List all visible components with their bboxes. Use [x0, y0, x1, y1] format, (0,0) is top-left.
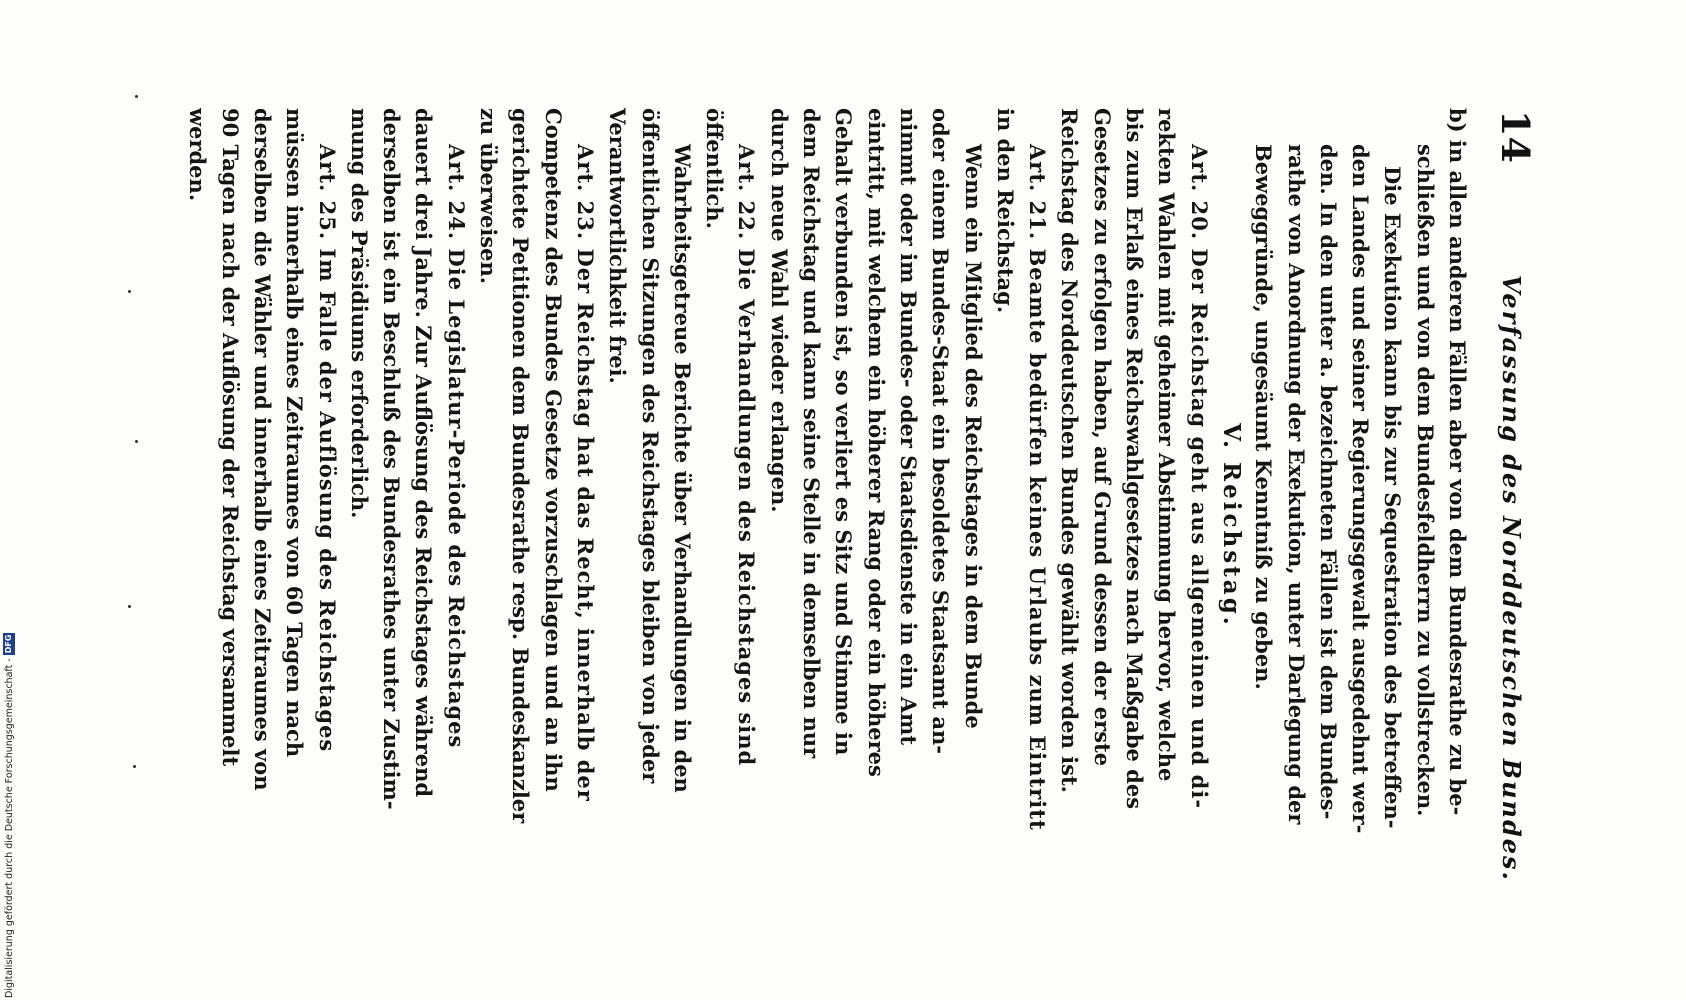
text-line: Verantwortlichkeit frei.: [605, 108, 631, 384]
scan-speck: [133, 765, 136, 768]
text-line: Art. 22. Die Verhandlungen des Reichstages sind: [734, 144, 760, 767]
text-line: derselben ist ein Beschluß des Bundesrathes unter Zustim-: [379, 108, 405, 810]
text-line: bis zum Erlaß eines Reichswahlgesetzes nach Maßgabe des: [1122, 108, 1148, 810]
text-line: müssen innerhalb eines Zeitraumes von 60 Tagen nach: [282, 108, 308, 758]
scan-speck: [135, 95, 138, 98]
text-line: dem Reichstag und kann seine Stelle in demselben nur: [799, 108, 825, 759]
text-line: Reichstag des Norddeutschen Bundes gewählt worden ist.: [1057, 108, 1083, 793]
text-line: nimmt oder im Bundes- oder Staatsdienste in ein Amt: [895, 108, 921, 746]
text-line: öffentlich.: [702, 108, 728, 229]
text-line: Competenz des Bundes Gesetze vorzuschlagen und an ihn: [540, 108, 566, 792]
section-heading: V. Reichstag.: [1217, 423, 1245, 628]
text-line: den Landes und seiner Regierungsgewalt ausgedehnt wer-: [1348, 144, 1374, 834]
book-page: [43, 0, 1643, 1000]
dfg-logo: DFG: [4, 634, 13, 654]
digitization-footer: [2, 558, 16, 998]
text-line: Beweggründe, ungesäumt Kenntniß zu geben.: [1251, 144, 1277, 690]
text-line: 90 Tagen nach der Auflösung der Reichstag versammelt: [217, 108, 243, 767]
text-line: Wenn ein Mitglied des Reichstages in dem Bunde: [960, 144, 986, 729]
page-number: 14: [1493, 110, 1538, 163]
body-text: [181, 108, 1473, 943]
text-line: Art. 24. Die Legislatur-Periode des Reichstages: [443, 144, 469, 749]
text-line: werden.: [185, 108, 211, 202]
text-line: Wahrheitsgetreue Berichte über Verhandlungen in den: [669, 144, 695, 793]
text-line: durch neue Wahl wieder erlangen.: [766, 108, 792, 513]
text-line: Art. 23. Der Reichstag hat das Recht, innerhalb der: [572, 144, 598, 802]
scan-speck: [128, 290, 131, 293]
text-line: Die Exekution kann bis zur Sequestration des betreffen-: [1380, 166, 1406, 829]
scan-speck: [135, 440, 138, 443]
text-line: dauert drei Jahre. Zur Auflösung des Reichstages während: [411, 108, 437, 798]
text-line: rathe von Anordnung der Exekution, unter Darlegung der: [1283, 144, 1309, 825]
text-line: den. In den unter a. bezeichneten Fällen ist dem Bundes-: [1315, 144, 1341, 820]
scan-speck: [128, 605, 131, 608]
text-line: zu überweisen.: [476, 108, 502, 285]
text-line: Gesetzes zu erfolgen haben, auf Grund dessen der erste: [1089, 108, 1115, 767]
footer-text: Digitalisierung gefördert durch die Deutsche Forschungsgemeinschaft -: [3, 658, 15, 998]
text-line: Art. 25. Im Falle der Auflösung des Reichstages: [314, 144, 340, 753]
text-line: gerichtete Petitionen dem Bundesrathe resp. Bundeskanzler: [508, 108, 534, 824]
text-line: mung des Präsidiums erforderlich.: [346, 108, 372, 519]
running-head: Verfassung des Norddeutschen Bundes.: [1497, 275, 1526, 882]
text-line: schließen und von dem Bundesfeldherrn zu vollstrecken.: [1412, 144, 1438, 817]
text-line: b) in allen anderen Fällen aber von dem Bundesrathe zu be-: [1445, 108, 1470, 816]
text-line: Art. 21. Beamte bedürfen keines Urlaubs zum Eintritt: [1025, 144, 1051, 831]
text-line: in den Reichstag.: [992, 108, 1018, 314]
text-line: öffentlichen Sitzungen des Reichstages bleiben von jeder: [637, 108, 663, 784]
page-header: [1488, 110, 1538, 990]
text-line: Art. 20. Der Reichstag geht aus allgemeinen und di-: [1186, 144, 1212, 810]
text-line: derselben die Wähler und innerhalb eines Zeitraumes von: [250, 108, 276, 791]
text-line: eintritt, mit welchem ein höherer Rang oder ein höheres: [863, 108, 889, 777]
text-line: Gehalt verbunden ist, so verliert es Sitz und Stimme in: [831, 108, 857, 756]
text-line: oder einem Bundes-Staat ein besoldetes Staatsamt an-: [928, 108, 954, 754]
text-line: rekten Wahlen mit geheimer Abstimmung hervor, welche: [1154, 108, 1180, 782]
